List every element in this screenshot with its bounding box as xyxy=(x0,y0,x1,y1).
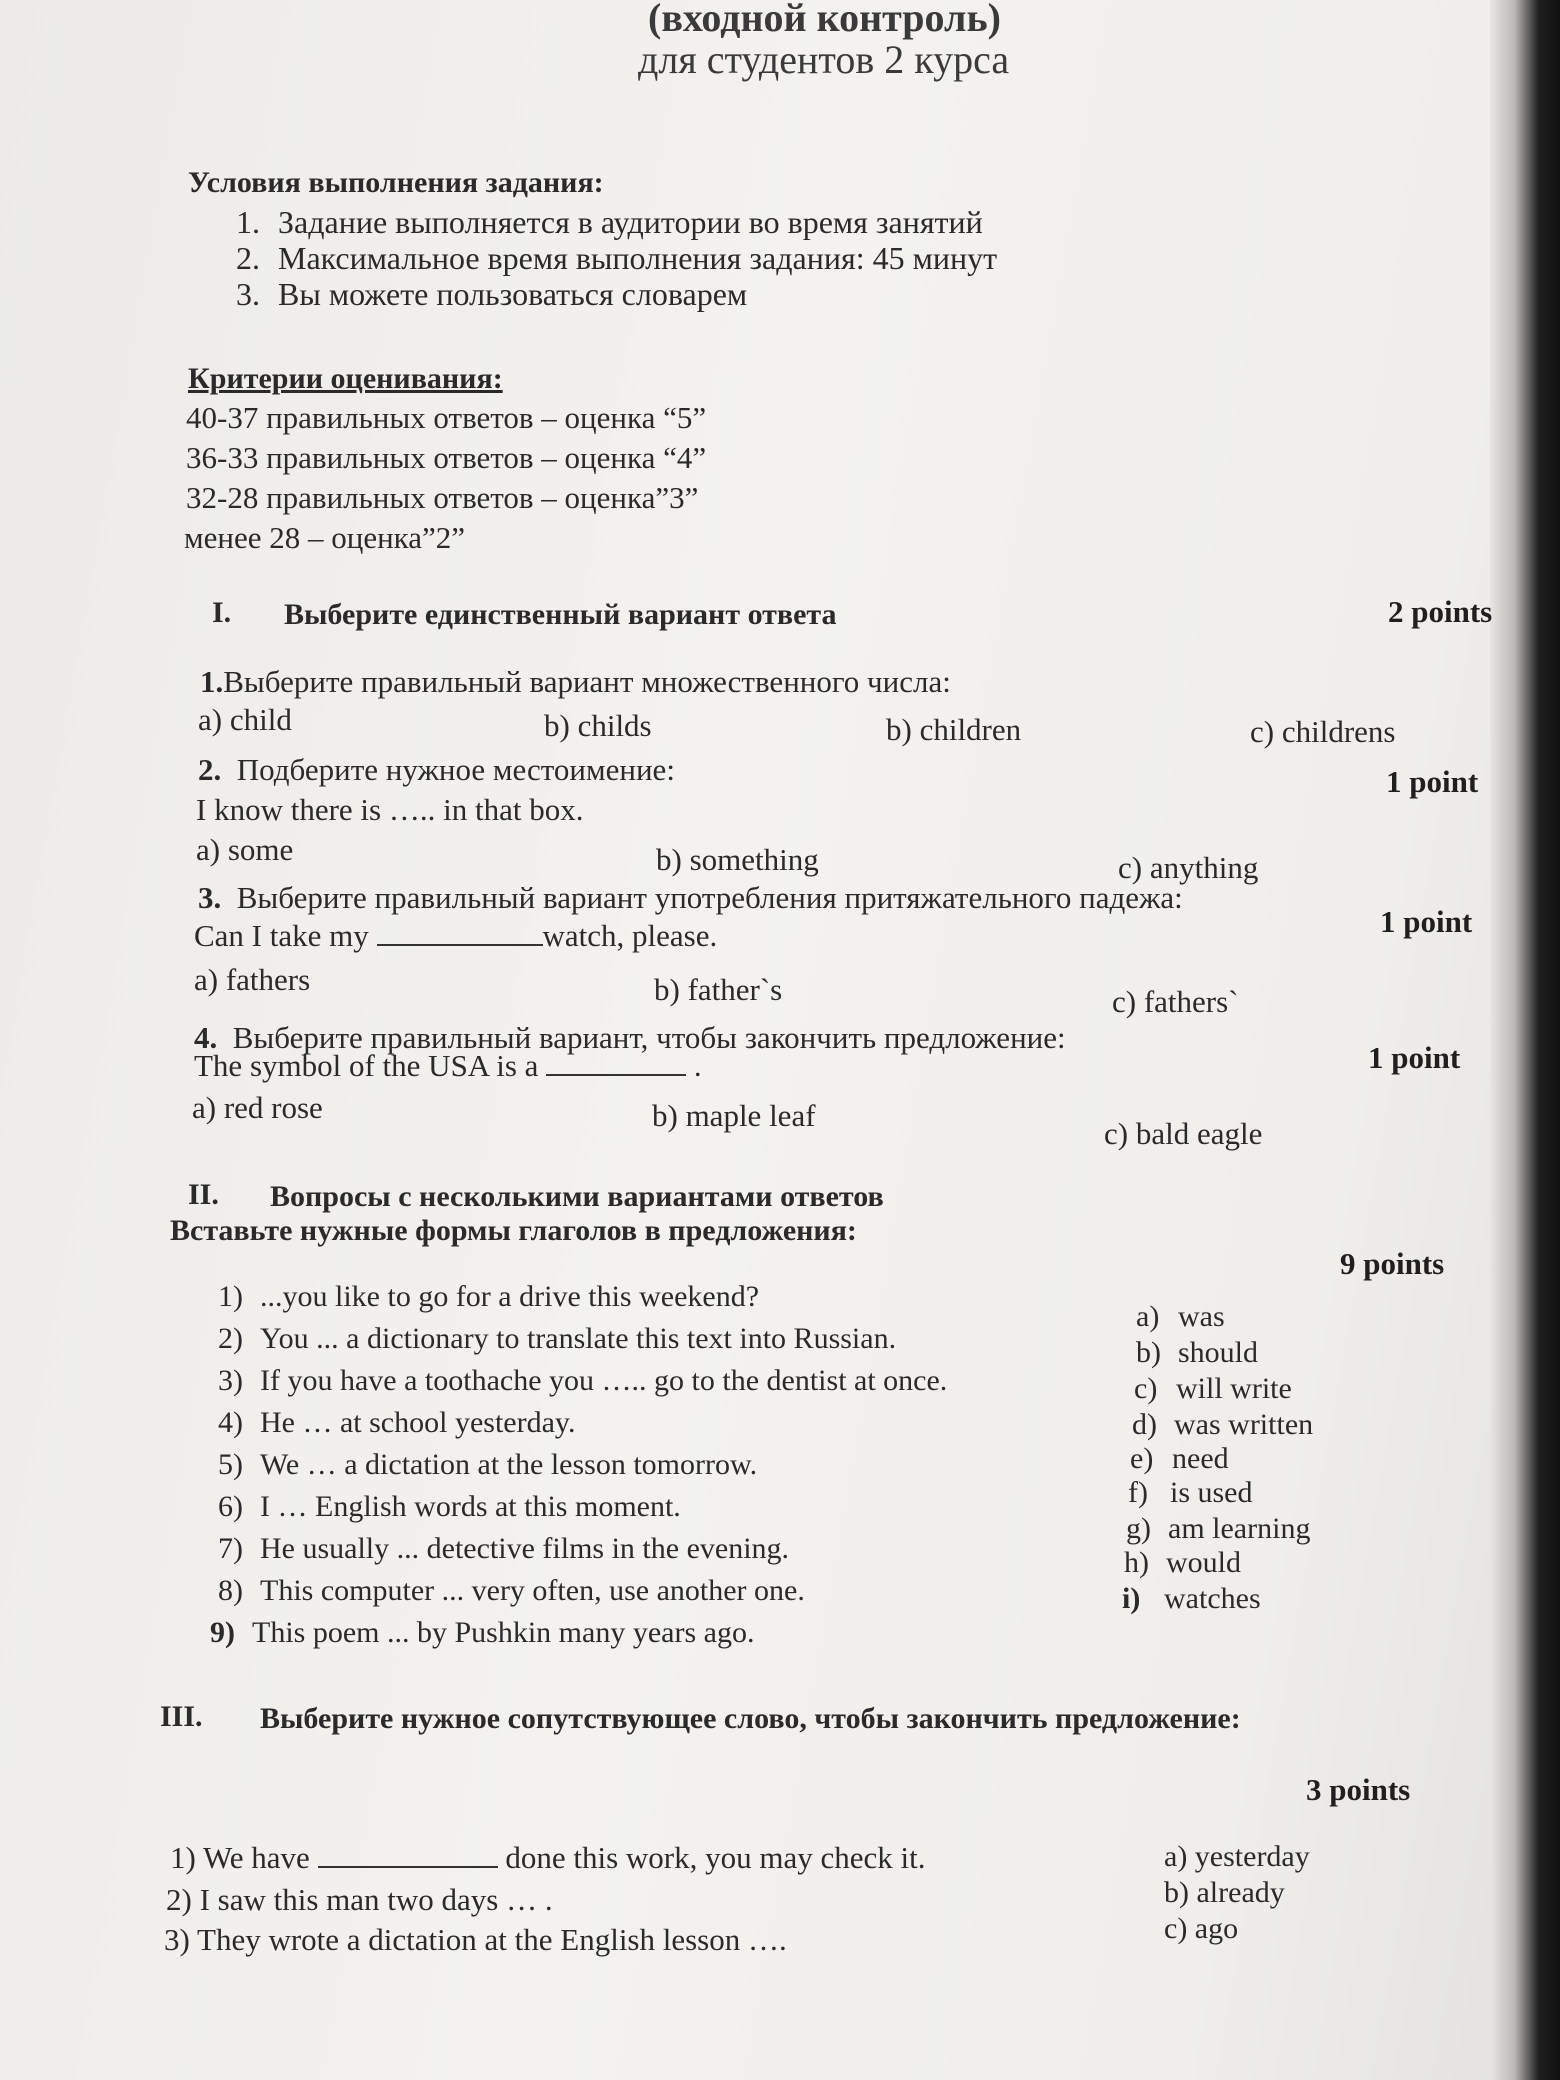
header-line1: (входной контроль) xyxy=(648,0,1001,40)
q1-option-a: a) child xyxy=(198,702,292,737)
section1-title: Выберите единственный вариант ответа xyxy=(284,598,837,631)
section3-title: Выберите нужное сопутствующее слово, чтобы закончить предложение: xyxy=(260,1702,1241,1735)
condition-item-3: 3. Вы можете пользоваться словарем xyxy=(236,276,748,312)
list-item: 1) ...you like to go for a drive this weekend? xyxy=(218,1280,760,1313)
section3-number: III. xyxy=(160,1700,203,1733)
q3-answer-blank[interactable] xyxy=(377,918,543,946)
answer-option: b) should xyxy=(1136,1336,1259,1369)
list-item: 5) We … a dictation at the lesson tomorrow. xyxy=(218,1448,758,1481)
criteria-item-2: 36-33 правильных ответов – оценка “4” xyxy=(186,440,707,475)
answer-option: f) is used xyxy=(1128,1476,1253,1509)
criteria-item-1: 40-37 правильных ответов – оценка “5” xyxy=(186,400,707,435)
s3-answer-c: c) ago xyxy=(1164,1912,1239,1945)
s3-answer-a: a) yesterday xyxy=(1164,1840,1310,1873)
q4-option-c: c) bald eagle xyxy=(1104,1116,1263,1151)
section2-subtitle: Вставьте нужные формы глаголов в предложения: xyxy=(170,1214,857,1247)
list-item: 4) He … at school yesterday. xyxy=(218,1406,576,1439)
q4-answer-blank[interactable] xyxy=(546,1048,686,1076)
answer-option: h) would xyxy=(1124,1546,1241,1579)
q3-points: 1 point xyxy=(1380,904,1473,939)
s3-answer-b: b) already xyxy=(1164,1876,1285,1909)
paper-edge-shadow xyxy=(1490,0,1560,2080)
q3-option-a: a) fathers xyxy=(194,962,311,997)
q4-option-a: a) red rose xyxy=(192,1090,323,1125)
criteria-title: Критерии оценивания: xyxy=(188,362,503,395)
q2-option-c: c) anything xyxy=(1118,850,1259,885)
condition-item-2: 2. Максимальное время выполнения задания: 45 минут xyxy=(236,240,998,276)
q2-points: 1 point xyxy=(1386,764,1479,799)
section1-points: 2 points xyxy=(1388,594,1493,629)
q4-text: 4. Выберите правильный вариант, чтобы закончить предложение: xyxy=(194,1020,1066,1055)
list-item: 7) He usually ... detective films in the evening. xyxy=(218,1532,790,1565)
q1-text: 1.Выберите правильный вариант множественного числа: xyxy=(200,664,951,699)
q3-text: 3. Выберите правильный вариант употребления притяжательного падежа: xyxy=(198,880,1183,915)
section3-points: 3 points xyxy=(1306,1772,1411,1807)
q3-sentence: Can I take my watch, please. xyxy=(194,918,718,953)
answer-option: a) was xyxy=(1136,1300,1225,1333)
section1-number: I. xyxy=(212,596,232,629)
q3-option-c: c) fathers` xyxy=(1112,984,1239,1019)
header-line2: для студентов 2 курса xyxy=(638,37,1010,82)
q4-option-b: b) maple leaf xyxy=(652,1098,816,1133)
section2-points: 9 points xyxy=(1340,1246,1445,1281)
q1-option-b2: b) children xyxy=(886,712,1022,747)
section2-number: II. xyxy=(188,1178,219,1211)
answer-option: i) watches xyxy=(1122,1582,1261,1615)
q2-option-a: a) some xyxy=(196,832,294,867)
list-item: 9) This poem ... by Pushkin many years ago. xyxy=(210,1616,755,1649)
s3-answer-blank[interactable] xyxy=(318,1840,498,1868)
q3-option-b: b) father`s xyxy=(654,972,783,1007)
condition-item-1: 1. Задание выполняется в аудитории во время занятий xyxy=(236,204,983,240)
criteria-item-3: 32-28 правильных ответов – оценка”3” xyxy=(186,480,699,515)
s3-sentence-2: 2) I saw this man two days … . xyxy=(166,1882,553,1917)
section2-title: Вопросы с несколькими вариантами ответов xyxy=(270,1180,884,1213)
q2-sentence: I know there is ….. in that box. xyxy=(196,792,584,827)
q2-option-b: b) something xyxy=(656,842,819,877)
q2-text: 2. Подберите нужное местоимение: xyxy=(198,752,675,787)
criteria-item-4: менее 28 – оценка”2” xyxy=(184,520,466,555)
q4-points: 1 point xyxy=(1368,1040,1461,1075)
s3-sentence-3: 3) They wrote a dictation at the English lesson …. xyxy=(164,1922,787,1957)
list-item: 6) I … English words at this moment. xyxy=(218,1490,681,1523)
answer-option: g) am learning xyxy=(1126,1512,1311,1545)
answer-option: d) was written xyxy=(1132,1408,1314,1441)
q4-sentence: The symbol of the USA is a . xyxy=(194,1048,702,1083)
q1-option-b: b) childs xyxy=(544,708,652,743)
list-item: 3) If you have a toothache you ….. go to the dentist at once. xyxy=(218,1364,948,1397)
list-item: 2) You ... a dictionary to translate this text into Russian. xyxy=(218,1322,897,1355)
answer-option: c) will write xyxy=(1134,1372,1292,1405)
answer-option: e) need xyxy=(1130,1442,1229,1475)
list-item: 8) This computer ... very often, use another one. xyxy=(218,1574,805,1607)
q1-option-c: c) childrens xyxy=(1250,714,1396,749)
s3-sentence-1: 1) We have done this work, you may check it. xyxy=(170,1840,926,1875)
conditions-title: Условия выполнения задания: xyxy=(188,166,604,199)
